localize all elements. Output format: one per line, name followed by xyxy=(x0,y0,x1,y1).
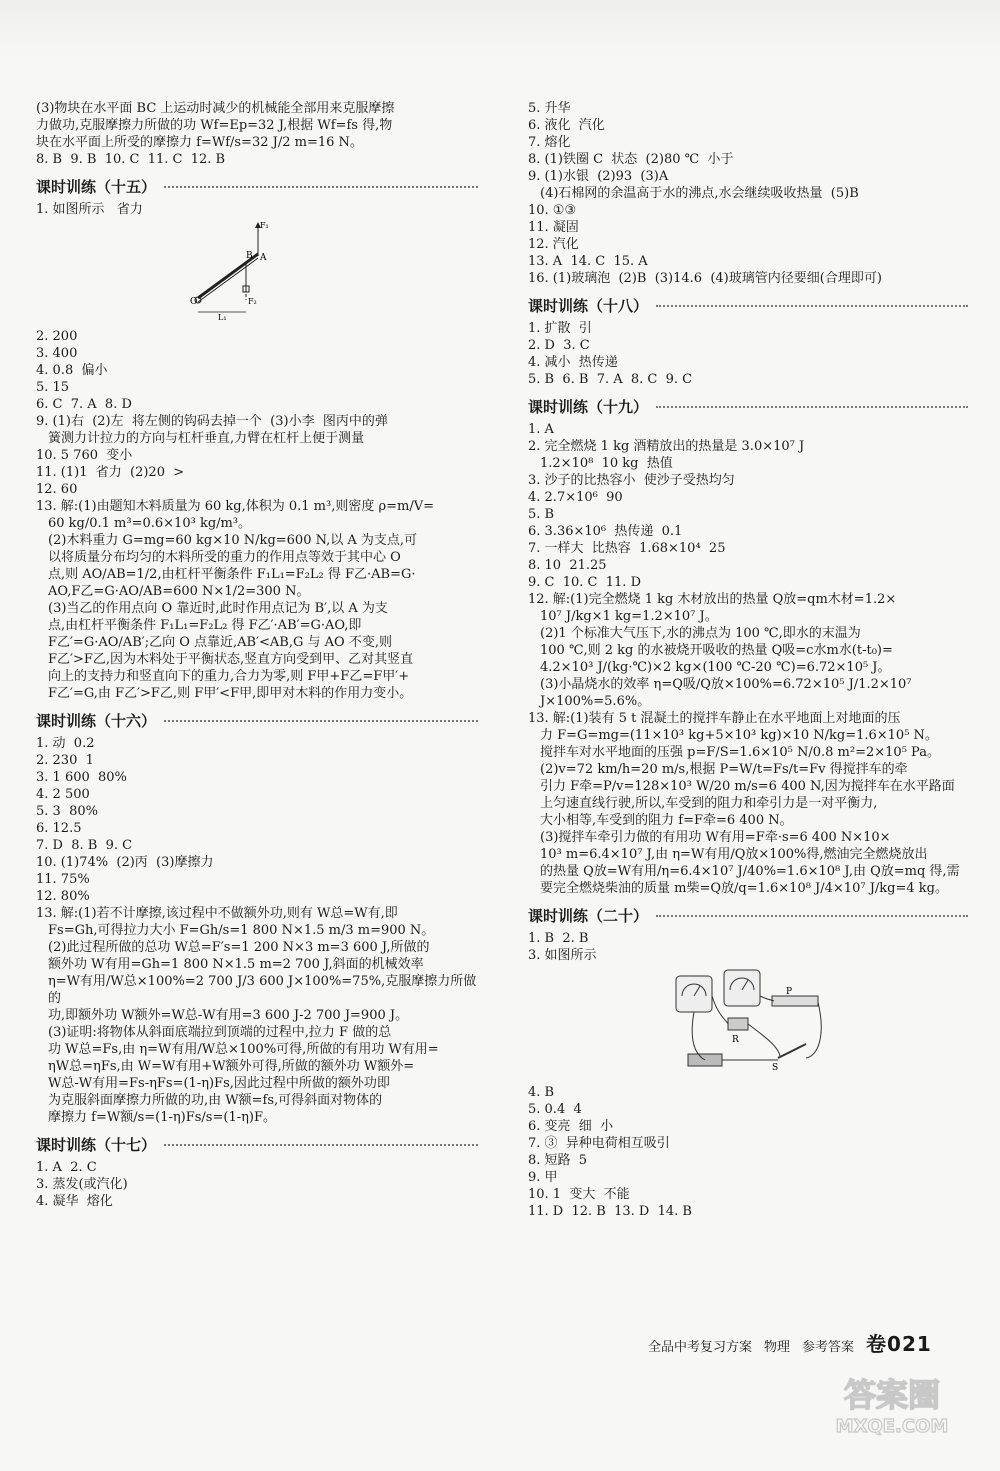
answer-line: 要完全燃烧柴油的质量 m柴=Q放/q=1.6×10⁸ J/4×10⁷ J/kg=4 kg。 xyxy=(540,881,948,896)
answer-line: 4. 凝华 熔化 xyxy=(36,1194,113,1209)
answer-line: 5. 3 80% xyxy=(36,804,98,819)
answer-line: 10. ①③ xyxy=(528,203,577,218)
answer-line: 8. B 9. B 10. C 11. C 12. B xyxy=(36,152,226,167)
answer-line: 3. 如图所示 xyxy=(528,948,597,963)
answer-line: 11. 75% xyxy=(36,872,90,887)
answer-line: 10. 1 变大 不能 xyxy=(528,1187,630,1202)
footer-section: 参考答案 xyxy=(802,1340,855,1355)
left-column xyxy=(36,100,478,1210)
svg-text:R: R xyxy=(732,1035,739,1045)
answer-line: (3)当乙的作用点向 O 靠近时,此时作用点记为 B′,以 A 为支 xyxy=(48,601,388,616)
answer-line: 2. D 3. C xyxy=(528,338,590,353)
answer-line: 1. B 2. B xyxy=(528,931,589,946)
answer-line: (3)搅拌车牵引力做的有用功 W有用=F牵·s=6 400 N×10× xyxy=(540,830,891,845)
answer-line: 9. (1)右 (2)左 将左侧的钩码去掉一个 (3)小李 图丙中的弹 xyxy=(36,414,388,429)
answer-line: 4. B xyxy=(528,1085,555,1100)
answer-line: (2)1 个标准大气压下,水的沸点为 100 ℃,即水的末温为 xyxy=(540,626,861,641)
answer-line: 11. 凝固 xyxy=(528,220,579,235)
answer-line: Fs=Gh,可得拉力大小 F=Gh/s=1 800 N×1.5 m/3 m=900 N。 xyxy=(48,923,435,938)
answer-line: 3. 蒸发(或汽化) xyxy=(36,1177,128,1192)
svg-text:S: S xyxy=(772,1063,779,1073)
answer-line: 7. ③ 异种电荷相互吸引 xyxy=(528,1136,670,1151)
answer-line: 7. 熔化 xyxy=(528,135,571,150)
section-title: 课时训练（十七） xyxy=(36,1136,157,1154)
answer-line: 2. 完全燃烧 1 kg 酒精放出的热量是 3.0×10⁷ J xyxy=(528,439,805,454)
svg-text:P: P xyxy=(786,987,793,997)
section-title: 课时训练（十九） xyxy=(528,398,649,416)
watermark-logo xyxy=(812,1370,972,1440)
answer-line: 2. 230 1 xyxy=(36,753,94,768)
answer-line: 6. 液化 汽化 xyxy=(528,118,605,133)
answer-line: 9. 甲 xyxy=(528,1170,558,1185)
answer-line: (3)证明:将物体从斜面底端拉到顶端的过程中,拉力 F 做的总 xyxy=(48,1025,392,1040)
right-column xyxy=(528,100,968,1220)
answer-line: 块在水平面上所受的摩擦力 f=Wf/s=32 J/2 m=16 N。 xyxy=(36,135,363,150)
answer-line: 10. 5 760 变小 xyxy=(36,448,133,463)
answer-line: 7. D 8. B 9. C xyxy=(36,838,133,853)
answer-line: (2)木料重力 G=mg=60 kg×10 N/kg=600 N,以 A 为支点,可 xyxy=(48,533,418,548)
answer-line: 13. 解:(1)由题知木料质量为 60 kg,体积为 0.1 m³,则密度 ρ=m/V= xyxy=(36,499,435,514)
answer-line: AO,F乙=G·AO/AB=600 N×1/2=300 N。 xyxy=(48,584,310,599)
answer-line: (2)此过程所做的总功 W总=F′s=1 200 N×3 m=3 600 J,所做的 xyxy=(48,940,430,955)
answer-line: 2. 200 xyxy=(36,329,78,344)
answer-line: 16. (1)玻璃泡 (2)B (3)14.6 (4)玻璃管内径要细(合理即可) xyxy=(528,271,882,286)
answer-line: 功,即额外功 W额外=W总-W有用=3 600 J-2 700 J=900 J。 xyxy=(48,1008,409,1023)
answer-line: 12. 60 xyxy=(36,482,78,497)
answer-line: 3. 沙子的比热容小 使沙子受热均匀 xyxy=(528,473,735,488)
answer-line: 100 ℃,则 2 kg 的水被烧开吸收的热量 Q吸=c水m水(t-t₀)= xyxy=(540,643,893,658)
section-heading xyxy=(528,905,968,926)
answer-line: (3)物块在水平面 BC 上运动时减少的机械能全部用来克服摩擦 xyxy=(36,101,395,116)
dotted-rule xyxy=(164,719,478,722)
answer-line: 4. 减小 热传递 xyxy=(528,355,618,370)
answer-line: 簧测力计拉力的方向与杠杆垂直,力臂在杠杆上便于测量 xyxy=(48,431,365,446)
answer-line: (2)v=72 km/h=20 m/s,根据 P=W/t=Fs/t=Fv 得搅拌车的牵 xyxy=(540,762,908,777)
answer-line: 4. 2 500 xyxy=(36,787,90,802)
section-title: 课时训练（十八） xyxy=(528,297,649,315)
answer-line: 额外功 W有用=Gh=1 800 N×1.5 m=2 700 J,斜面的机械效率 xyxy=(48,957,424,972)
answer-line: 5. B xyxy=(528,507,555,522)
answer-line: 1. A xyxy=(528,422,554,437)
section-heading xyxy=(36,1134,478,1155)
answer-line: 5. B 6. B 7. A 8. C 9. C xyxy=(528,372,693,387)
section-heading xyxy=(528,295,968,316)
answer-line: 的热量 Q放=W有用/η=6.4×10⁷ J/40%=1.6×10⁸ J,由 Q放=mq 得,需 xyxy=(540,864,960,879)
answer-line: F乙′=G,由 F乙′>F乙,则 F甲′<F甲,即甲对木料的作用力变小。 xyxy=(48,686,413,701)
svg-text:答案圈: 答案圈 xyxy=(843,1376,941,1414)
svg-text:MXQE.COM: MXQE.COM xyxy=(835,1416,949,1437)
answer-line: 60 kg/0.1 m³=0.6×10³ kg/m³。 xyxy=(48,516,252,531)
answer-line: ηW总=ηFs,由 W=W有用+W额外可得,所做的额外功 W额外= xyxy=(48,1059,415,1074)
answer-line: 6. 3.36×10⁶ 热传递 0.1 xyxy=(528,524,683,539)
dotted-rule xyxy=(164,185,478,188)
answer-line: 功 W总=Fs,由 η=W有用/W总×100%可得,所做的有用功 W有用= xyxy=(48,1042,439,1057)
answer-line: 4. 2.7×10⁶ 90 xyxy=(528,490,623,505)
answer-line: 大小相等,车受到的阻力 f=F牵=6 400 N。 xyxy=(540,813,793,828)
answer-line: 3. 1 600 80% xyxy=(36,770,127,785)
circuit-diagram xyxy=(528,966,968,1080)
answer-line: 3. 400 xyxy=(36,346,78,361)
page-footer xyxy=(648,1328,932,1357)
section-title: 课时训练（二十） xyxy=(528,907,649,925)
answer-line: 力 F=G=mg=(11×10³ kg+5×10³ kg)×10 N/kg=1.6×10⁵ N。 xyxy=(540,728,938,743)
answer-line: (4)石棉网的余温高于水的沸点,水会继续吸收热量 (5)B xyxy=(540,186,859,201)
answer-line: 10⁷ J/kg×1 kg=1.2×10⁷ J。 xyxy=(540,609,718,624)
footer-subject: 物理 xyxy=(764,1340,791,1355)
lever-diagram xyxy=(36,220,478,324)
answer-line: 力做功,克服摩擦力所做的功 Wf=Ep=32 J,根据 Wf=fs 得,物 xyxy=(36,118,393,133)
footer-book-title: 全品中考复习方案 xyxy=(648,1340,753,1355)
answer-line: 6. 12.5 xyxy=(36,821,82,836)
answer-line: 点,则 AO/AB=1/2,由杠杆平衡条件 F₁L₁=F₂L₂ 得 F乙·AB=G· xyxy=(48,567,416,582)
answer-line: F乙′>F乙,因为木料处于平衡状态,竖直方向受到甲、乙对其竖直 xyxy=(48,652,414,667)
answer-line: F乙′=G·AO/AB′;乙向 O 点靠近,AB′<AB,G 与 AO 不变,则 xyxy=(48,635,392,650)
section-heading xyxy=(528,396,968,417)
answer-line: 4.2×10³ J/(kg·℃)×2 kg×(100 ℃-20 ℃)=6.72×10⁵ J。 xyxy=(540,660,891,675)
answer-line: 11. D 12. B 13. D 14. B xyxy=(528,1204,692,1219)
answer-line: 搅拌车对水平地面的压强 p=F/S=1.6×10⁵ N/0.8 m²=2×10⁵ Pa。 xyxy=(540,745,940,760)
dotted-rule xyxy=(656,304,968,307)
answer-line: 摩擦力 f=W额/s=(1-η)Fs/s=(1-η)F。 xyxy=(48,1110,276,1125)
answer-line: 7. 一样大 比热容 1.68×10⁴ 25 xyxy=(528,541,726,556)
dotted-rule xyxy=(164,1143,478,1146)
dotted-rule xyxy=(656,914,968,917)
svg-text:B: B xyxy=(246,251,253,261)
answer-line: 1. 动 0.2 xyxy=(36,736,95,751)
answer-line: 1. A 2. C xyxy=(36,1160,97,1175)
answer-line: 4. 0.8 偏小 xyxy=(36,363,108,378)
answer-line: 点,由杠杆平衡条件 F₁L₁=F₂L₂ 得 F乙′·AB′=G·AO,即 xyxy=(48,618,362,633)
answer-line: 11. (1)1 省力 (2)20 > xyxy=(36,465,185,480)
answer-line: 向上的支持力和竖直向下的重力,合力为零,则 F甲+F乙=F甲′+ xyxy=(48,669,410,684)
page-number: 卷021 xyxy=(866,1332,932,1356)
section-title: 课时训练（十五） xyxy=(36,178,157,196)
answer-line: 13. 解:(1)装有 5 t 混凝土的搅拌车静止在水平地面上对地面的压 xyxy=(528,711,901,726)
answer-line: 8. 短路 5 xyxy=(528,1153,588,1168)
section-heading xyxy=(36,710,478,731)
answer-line: 12. 解:(1)完全燃烧 1 kg 木材放出的热量 Q放=qm木材=1.2× xyxy=(528,592,897,607)
answer-line: 6. 变亮 细 小 xyxy=(528,1119,614,1134)
answer-line: 13. 解:(1)若不计摩擦,该过程中不做额外功,则有 W总=W有,即 xyxy=(36,906,398,921)
answer-line: 13. A 14. C 15. A xyxy=(528,254,648,269)
answer-line: η=W有用/W总×100%=2 700 J/3 600 J×100%=75%,克服摩擦力所做的 xyxy=(48,974,477,1006)
answer-line: W总-W有用=Fs-ηFs=(1-η)Fs,因此过程中所做的额外功即 xyxy=(48,1076,390,1091)
answer-line: 5. 0.4 4 xyxy=(528,1102,582,1117)
answer-line: 1. 扩散 引 xyxy=(528,321,592,336)
svg-text:F₁: F₁ xyxy=(260,221,269,230)
answer-line: 8. (1)铁圈 C 状态 (2)80 ℃ 小于 xyxy=(528,152,734,167)
answer-line: 8. 10 21.25 xyxy=(528,558,607,573)
svg-text:F₂: F₂ xyxy=(248,297,257,306)
answer-line: 为克服斜面摩擦力所做的功,由 W额=fs,可得斜面对物体的 xyxy=(48,1093,383,1108)
answer-line: 9. C 10. C 11. D xyxy=(528,575,641,590)
svg-text:O: O xyxy=(190,297,198,307)
answer-line: 引力 F牵=P/v=128×10³ W/20 m/s=6 400 N,因为搅拌车在水平路面 xyxy=(540,779,955,794)
answer-line: 12. 80% xyxy=(36,889,90,904)
dotted-rule xyxy=(656,405,968,408)
section-title: 课时训练（十六） xyxy=(36,712,157,730)
section-heading xyxy=(36,176,478,197)
svg-text:A: A xyxy=(260,253,267,263)
answer-line: 5. 升华 xyxy=(528,101,571,116)
answer-line: 9. (1)水银 (2)93 (3)A xyxy=(528,169,669,184)
answer-line: 6. C 7. A 8. D xyxy=(36,397,132,412)
answer-line: 1. 如图所示 省力 xyxy=(36,202,143,217)
answer-line: (3)小晶烧水的效率 η=Q吸/Q放×100%=6.72×10⁵ J/1.2×10⁷ J×100%=5.6%。 xyxy=(540,677,916,709)
svg-text:L₁: L₁ xyxy=(218,313,227,320)
answer-line: 上匀速直线行驶,所以,车受到的阻力和牵引力是一对平衡力, xyxy=(540,796,878,811)
answer-line: 10³ m=6.4×10⁷ J,由 η=W有用/Q放×100%得,燃油完全燃烧放出 xyxy=(540,847,928,862)
answer-line: 以将质量分布均匀的木料所受的重力的作用点等效于其中心 O xyxy=(48,550,401,565)
answer-line: 12. 汽化 xyxy=(528,237,579,252)
answer-line: 1.2×10⁸ 10 kg 热值 xyxy=(540,456,673,471)
answer-line: 10. (1)74% (2)丙 (3)摩擦力 xyxy=(36,855,214,870)
answer-line: 5. 15 xyxy=(36,380,70,395)
